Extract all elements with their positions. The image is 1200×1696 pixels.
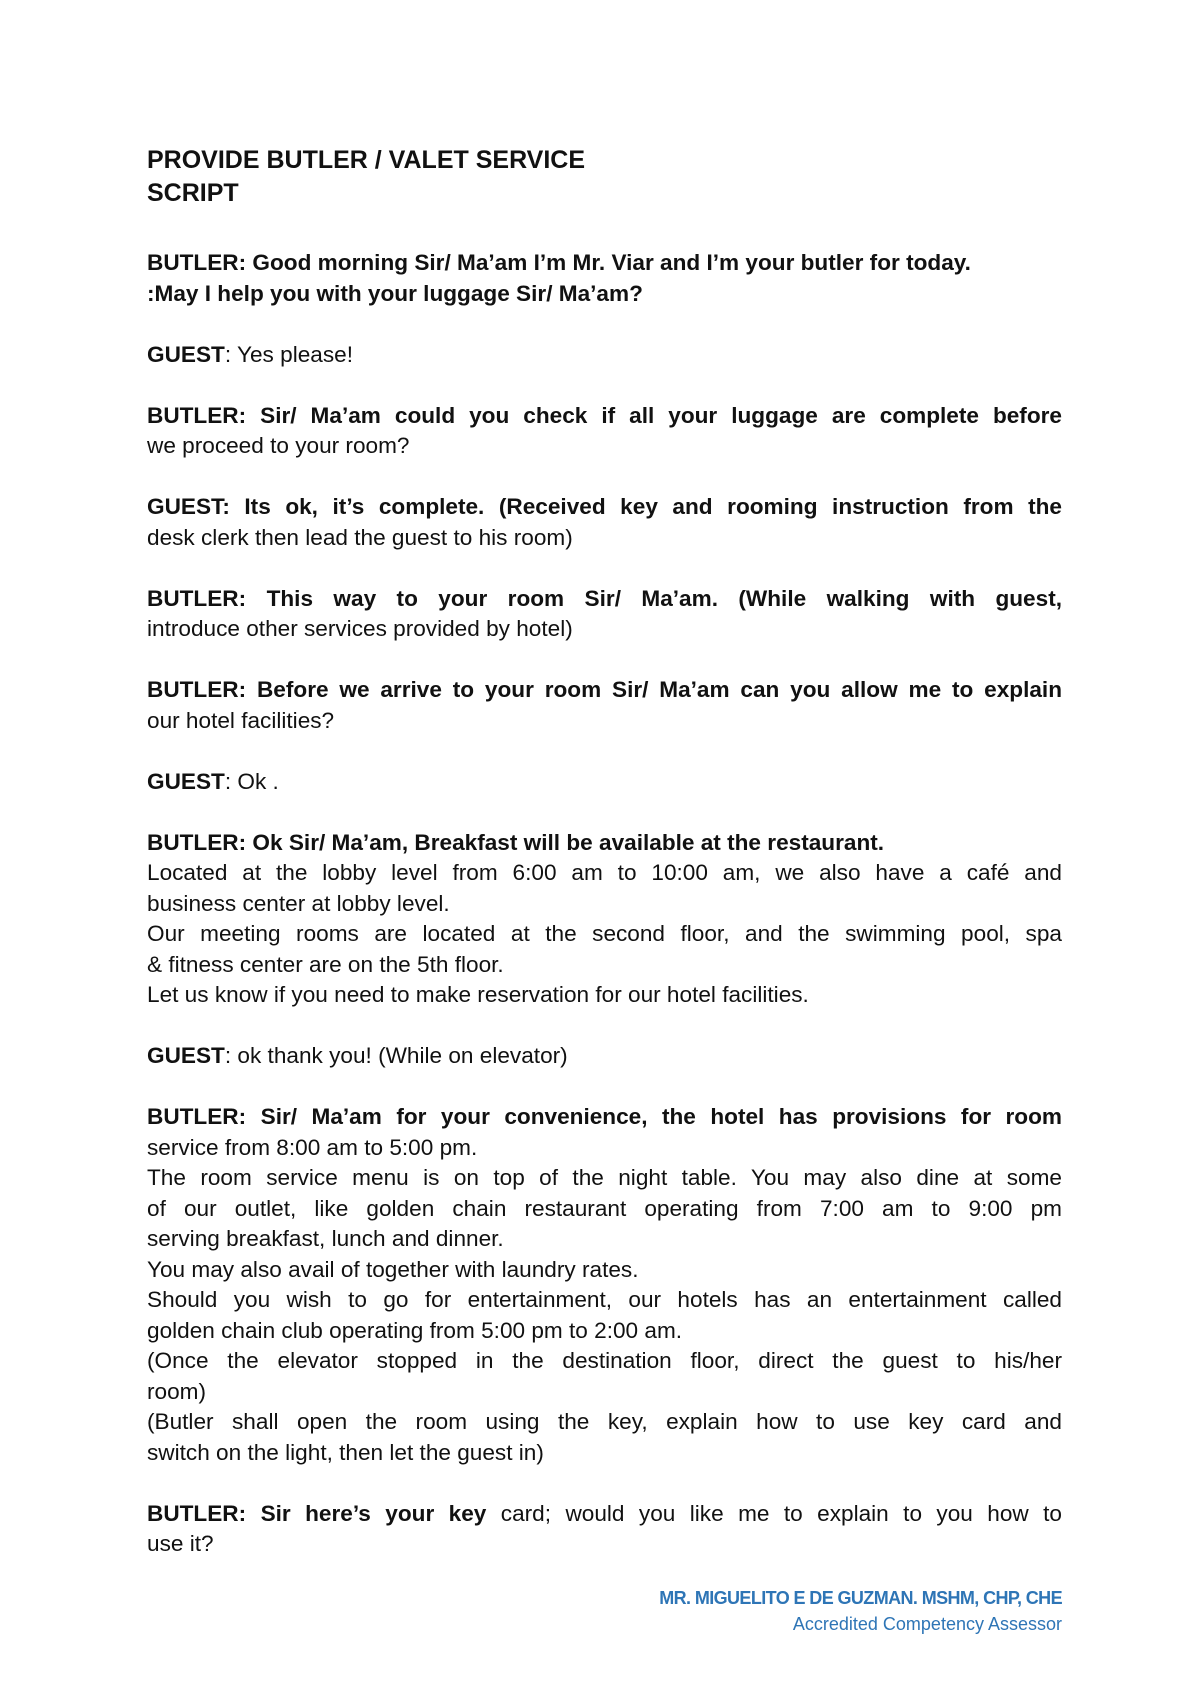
document-title: [147, 144, 1062, 210]
script-line: [147, 248, 1062, 279]
body-text: card; would you like me to explain to you how to: [486, 1500, 1062, 1526]
script-line: [147, 1316, 1062, 1347]
script-line: [147, 889, 1062, 920]
script-line: [147, 584, 1062, 615]
body-text: desk clerk then lead the guest to his room): [147, 524, 573, 550]
body-text: Let us know if you need to make reservation for our hotel facilities.: [147, 982, 809, 1007]
script-line: [147, 1163, 1062, 1194]
body-text: & fitness center are on the 5th floor.: [147, 951, 504, 977]
dialogue-block: [147, 401, 1062, 462]
bold-text: : Ok Sir/ Ma’am, Breakfast will be available at the restaurant.: [238, 829, 885, 855]
body-text: : Yes please!: [224, 341, 353, 367]
body-text: The room service menu is on top of the night table. You may also dine at some: [147, 1165, 1062, 1190]
body-text: room): [147, 1378, 206, 1404]
script-line: [147, 767, 1062, 798]
dialogue-block: [147, 675, 1062, 736]
dialogue-block: [147, 248, 1062, 309]
dialogue-block: [147, 1041, 1062, 1072]
author-role: Accredited Competency Assessor: [792, 1614, 1062, 1634]
body-text: : Ok .: [224, 768, 279, 794]
dialogue-block: [147, 1499, 1062, 1560]
speaker-label: GUEST: [147, 494, 223, 519]
bold-text: : Sir here’s your key: [238, 1500, 487, 1526]
speaker-label: BUTLER: [147, 677, 239, 702]
body-text: : ok thank you! (While on elevator): [224, 1043, 568, 1068]
dialogue-block: [147, 1102, 1062, 1468]
body-text: service from 8:00 am to 5:00 pm.: [147, 1134, 478, 1160]
speaker-label: GUEST: [147, 341, 225, 367]
script-line: [147, 614, 1062, 645]
speaker-label: BUTLER: [147, 585, 239, 611]
script-line: [147, 1224, 1062, 1255]
speaker-label: BUTLER: [147, 829, 239, 855]
speaker-label: BUTLER: [147, 1500, 239, 1526]
body-text: (Once the elevator stopped in the destination floor, direct the guest to his/her: [147, 1348, 1062, 1373]
script-line: [147, 1529, 1062, 1560]
script-line: [147, 1285, 1062, 1316]
speaker-label: GUEST: [147, 768, 225, 794]
body-text: golden chain club operating from 5:00 pm to 2:00 am.: [147, 1317, 683, 1343]
footer: [659, 1585, 1062, 1636]
script-line: [147, 1255, 1062, 1286]
script-line: [147, 1438, 1062, 1469]
author-name: MR. MIGUELITO E DE GUZMAN. MSHM, CHP, CHE: [659, 1588, 1062, 1608]
dialogue-block: [147, 340, 1062, 371]
script-line: [147, 950, 1062, 981]
script-line: [147, 340, 1062, 371]
speaker-label: GUEST: [147, 1043, 225, 1068]
bold-text: : Sir/ Ma’am could you check if all your luggage are complete before: [238, 402, 1062, 428]
script-line: [147, 1407, 1062, 1438]
speaker-label: BUTLER: [147, 1104, 239, 1129]
script-line: [147, 828, 1062, 859]
script-line: [147, 401, 1062, 432]
bold-text: : This way to your room Sir/ Ma’am. (While walking with guest,: [238, 585, 1062, 611]
title-line-2: SCRIPT: [147, 179, 239, 207]
script-line: [147, 1194, 1062, 1225]
script-line: [147, 858, 1062, 889]
script-line: [147, 1102, 1062, 1133]
body-text: Located at the lobby level from 6:00 am to 10:00 am, we also have a café and: [147, 860, 1062, 885]
speaker-label: BUTLER: [147, 250, 239, 275]
script-line: [147, 279, 1062, 310]
body-text: Should you wish to go for entertainment, our hotels has an entertainment called: [147, 1287, 1062, 1312]
bold-text: : Good morning Sir/ Ma’am I’m Mr. Viar and I’m your butler for today.: [238, 250, 971, 275]
body-text: use it?: [147, 1531, 214, 1556]
script-line: [147, 1133, 1062, 1164]
title-line-1: PROVIDE BUTLER / VALET SERVICE: [147, 146, 586, 174]
script-line: [147, 492, 1062, 523]
body-text: serving breakfast, lunch and dinner.: [147, 1226, 504, 1251]
body-text: business center at lobby level.: [147, 890, 450, 916]
dialogue-block: [147, 828, 1062, 1011]
script-line: [147, 675, 1062, 706]
body-text: our hotel facilities?: [147, 707, 335, 733]
bold-text: : Sir/ Ma’am for your convenience, the hotel has provisions for room: [238, 1104, 1062, 1129]
body-text: You may also avail of together with laundry rates.: [147, 1256, 639, 1282]
dialogue-block: [147, 492, 1062, 553]
bold-text: : Its ok, it’s complete. (Received key and rooming instruction from the: [222, 494, 1062, 519]
body-text: (Butler shall open the room using the key, explain how to use key card and: [147, 1409, 1062, 1434]
script-line: [147, 1041, 1062, 1072]
body-text: Our meeting rooms are located at the second floor, and the swimming pool, spa: [147, 921, 1062, 946]
dialogue-block: [147, 767, 1062, 798]
script-line: [147, 523, 1062, 554]
script-line: [147, 706, 1062, 737]
body-text: we proceed to your room?: [147, 433, 410, 458]
script-line: [147, 431, 1062, 462]
body-text: of our outlet, like golden chain restaurant operating from 7:00 am to 9:00 pm: [147, 1195, 1062, 1221]
script-line: [147, 1377, 1062, 1408]
bold-text: : Before we arrive to your room Sir/ Ma’am can you allow me to explain: [238, 677, 1062, 702]
script-line: [147, 919, 1062, 950]
body-text: switch on the light, then let the guest in): [147, 1439, 544, 1465]
script-line: [147, 1346, 1062, 1377]
script-line: [147, 1499, 1062, 1530]
dialogue: [147, 248, 1062, 1560]
script-document: [147, 144, 1062, 1590]
bold-text: :May I help you with your luggage Sir/ Ma’am?: [147, 280, 643, 306]
dialogue-block: [147, 584, 1062, 645]
script-line: [147, 980, 1062, 1011]
body-text: introduce other services provided by hotel): [147, 616, 573, 641]
speaker-label: BUTLER: [147, 402, 239, 428]
